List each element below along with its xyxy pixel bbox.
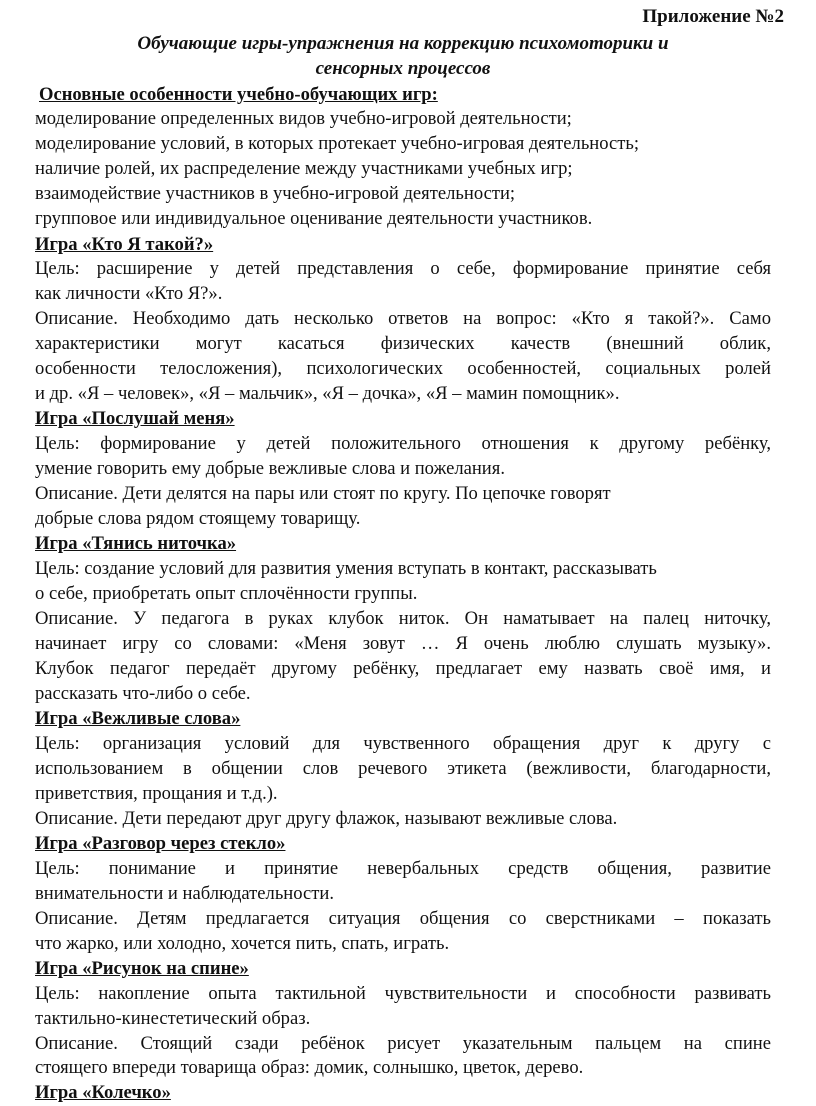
features-heading: Основные особенности учебно-обучающих игр:	[39, 84, 438, 105]
game-title: Игра «Тянись ниточка»	[35, 533, 237, 554]
game-text-line: тактильно-кинестетический образ.	[35, 1008, 311, 1029]
game-text-line: Описание. Дети передают друг другу флажок, называют вежливые слова.	[35, 808, 618, 829]
game-text-line: приветствия, прощания и т.д.).	[35, 783, 278, 804]
game-text-line: что жарко, или холодно, хочется пить, спать, играть.	[35, 933, 450, 954]
feature-item: наличие ролей, их распределение между участниками учебных игр;	[35, 158, 573, 179]
game-text-line: использованием в общении слов речевого этикета (вежливости, благодарности,	[35, 758, 771, 779]
feature-item: моделирование определенных видов учебно-игровой деятельности;	[35, 108, 572, 129]
document-title-line-2: сенсорных процессов	[315, 58, 491, 79]
game-text-line: добрые слова рядом стоящему товарищу.	[35, 508, 361, 529]
game-text-line: Описание. Детям предлагается ситуация общения со сверстниками – показать	[35, 908, 771, 929]
game-text-line: о себе, приобретать опыт сплочённости группы.	[35, 583, 418, 604]
game-text-line: Цель: накопление опыта тактильной чувствительности и способности развивать	[35, 983, 771, 1004]
game-text-line: Цель: организация условий для чувственного обращения друг к другу с	[35, 733, 771, 754]
game-text-line: Цель: создание условий для развития умения вступать в контакт, рассказывать	[35, 558, 657, 579]
game-text-line: Клубок педагог передаёт другому ребёнку, предлагает ему назвать своё имя, и	[35, 658, 771, 679]
game-text-line: внимательности и наблюдательности.	[35, 883, 334, 904]
game-title: Игра «Колечко»	[35, 1082, 171, 1103]
game-title: Игра «Рисунок на спине»	[35, 958, 249, 979]
game-title: Игра «Вежливые слова»	[35, 708, 241, 729]
game-title: Игра «Разговор через стекло»	[35, 833, 286, 854]
game-text-line: начинает игру со словами: «Меня зовут … Я очень люблю слушать музыку».	[35, 633, 771, 654]
game-text-line: особенности телосложения), психологических особенностей, социальных ролей	[35, 358, 771, 379]
game-title: Игра «Кто Я такой?»	[35, 234, 214, 255]
game-text-line: умение говорить ему добрые вежливые слова и пожелания.	[35, 458, 505, 479]
appendix-label: Приложение №2	[642, 6, 784, 27]
game-text-line: рассказать что-либо о себе.	[35, 683, 251, 704]
game-text-line: Описание. Необходимо дать несколько ответов на вопрос: «Кто я такой?». Само	[35, 308, 771, 329]
game-text-line: Цель: понимание и принятие невербальных средств общения, развитие	[35, 858, 771, 879]
document-title-line-1: Обучающие игры-упражнения на коррекцию психомоторики и	[137, 33, 669, 54]
game-text-line: как личности «Кто Я?».	[35, 283, 223, 304]
game-text-line: Описание. У педагога в руках клубок ниток. Он наматывает на палец ниточку,	[35, 608, 771, 629]
feature-item: групповое или индивидуальное оценивание деятельности участников.	[35, 208, 593, 229]
game-text-line: Цель: расширение у детей представления о себе, формирование принятие себя	[35, 258, 771, 279]
game-text-line: и др. «Я – человек», «Я – мальчик», «Я – дочка», «Я – мамин помощник».	[35, 383, 620, 404]
game-text-line: Описание. Стоящий сзади ребёнок рисует указательным пальцем на спине	[35, 1033, 771, 1054]
game-text-line: Описание. Дети делятся на пары или стоят по кругу. По цепочке говорят	[35, 483, 611, 504]
game-title: Игра «Послушай меня»	[35, 408, 235, 429]
feature-item: взаимодействие участников в учебно-игровой деятельности;	[35, 183, 516, 204]
game-text-line: характеристики могут касаться физических качеств (внешний облик,	[35, 333, 771, 354]
game-text-line: стоящего впереди товарища образ: домик, солнышко, цветок, дерево.	[35, 1057, 584, 1078]
feature-item: моделирование условий, в которых протекает учебно-игровая деятельность;	[35, 133, 640, 154]
game-text-line: Цель: формирование у детей положительного отношения к другому ребёнку,	[35, 433, 771, 454]
